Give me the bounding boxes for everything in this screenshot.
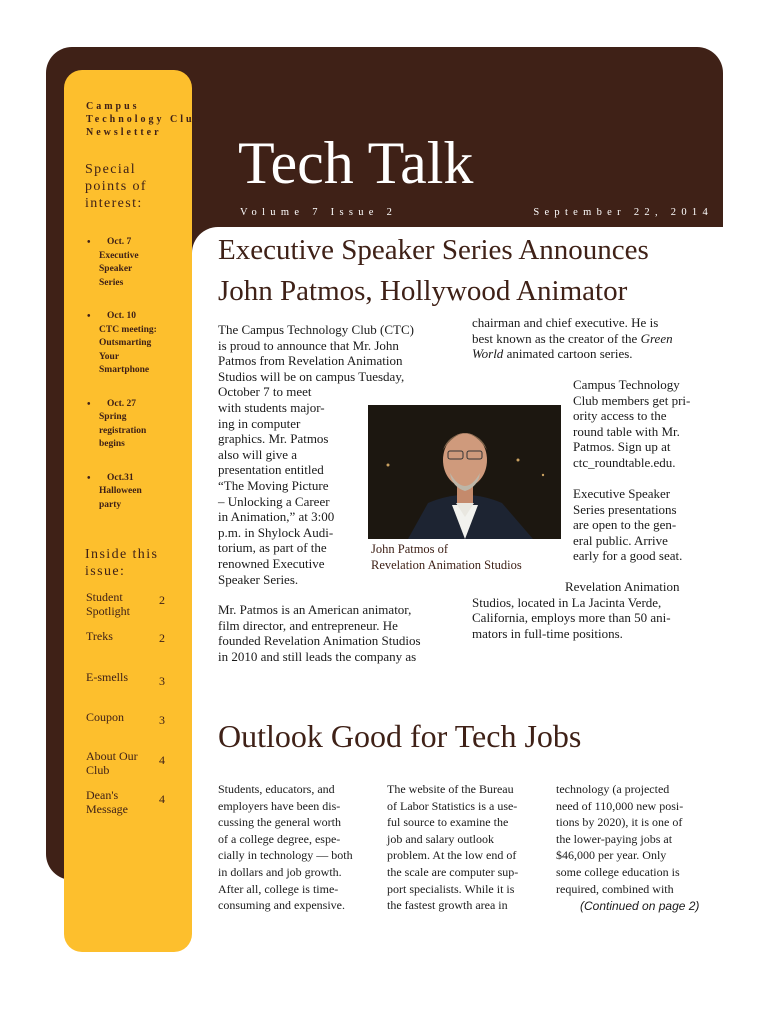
text-line — [472, 331, 722, 347]
toc-page-number: 3 — [159, 713, 165, 727]
toc-entry[interactable] — [86, 629, 176, 643]
text-line: required, combined with — [556, 881, 674, 896]
toc-entry[interactable] — [86, 749, 176, 777]
toc-label: Message — [86, 802, 128, 816]
article2-column — [387, 781, 545, 914]
issue-volume: Volume 7 Issue 2 — [240, 207, 398, 218]
text-span: animated cartoon series. — [503, 346, 633, 362]
toc-label: Dean's — [86, 788, 119, 802]
text-line: employers have been dis- — [218, 798, 341, 813]
text-line: eral public. Arrive — [573, 532, 668, 548]
photo-caption — [371, 541, 561, 573]
article2-column — [218, 781, 376, 914]
event-text: Your — [99, 351, 120, 362]
text-line: Club members get pri- — [573, 392, 691, 408]
heading-line: points of — [85, 179, 147, 194]
event-text: begins — [99, 439, 125, 449]
event-text: CTC meeting: — [99, 324, 157, 335]
text-line: round table with Mr. — [573, 423, 680, 439]
text-line: chairman and chief executive. He is — [472, 315, 659, 330]
text-line: torium, as part of the — [218, 540, 327, 556]
text-line: founded Revelation Animation Studios — [218, 633, 421, 649]
text-line: port specialists. While it is — [387, 881, 515, 896]
event-date: • Oct.31 — [107, 472, 134, 483]
text-line: “The Moving Picture — [218, 477, 329, 493]
text-line: film director, and entrepreneur. He — [218, 617, 398, 633]
continued-link[interactable]: (Continued on page 2) — [580, 899, 700, 913]
text-line: Campus Technology — [573, 377, 680, 392]
newsletter-name-line: Technology Club — [86, 114, 204, 125]
toc-page-number: 3 — [159, 674, 165, 688]
toc-label: Student — [86, 590, 123, 604]
caption-line: Revelation Animation Studios — [371, 558, 522, 572]
event-text: Series — [99, 277, 124, 288]
event-text: Smartphone — [99, 365, 150, 375]
text-line: renowned Executive — [218, 555, 325, 571]
italic-title: Green — [640, 330, 673, 346]
text-line: The website of the Bureau — [387, 782, 514, 796]
text-line: is proud to announce that Mr. John — [218, 337, 399, 353]
newsletter-name-line: Campus — [86, 101, 140, 112]
text-line: Speaker Series. — [218, 571, 299, 587]
toc-page-number: 2 — [159, 593, 165, 607]
events-list — [82, 236, 186, 512]
event-date: • Oct. 10 — [107, 311, 137, 321]
text-line: of Labor Statistics is a use- — [387, 798, 518, 813]
event-item — [82, 310, 186, 378]
article-column — [573, 486, 723, 564]
event-text: Executive — [99, 250, 139, 261]
text-line: After all, college is time- — [218, 881, 339, 896]
text-line: with students major- — [218, 399, 325, 415]
text-line: in 2010 and still leads the company as — [218, 648, 417, 664]
text-line: of a college degree, espe- — [218, 831, 341, 846]
text-line: Executive Speaker — [573, 486, 671, 501]
event-item — [82, 236, 186, 290]
text-line: presentation entitled — [218, 462, 324, 478]
toc-label: About Our — [86, 749, 138, 763]
event-text: party — [99, 499, 122, 510]
heading-line: Special — [85, 162, 137, 177]
text-line: tions by 2020), it is one of — [556, 815, 683, 830]
text-span: best known as the creator of the — [472, 330, 641, 346]
text-line: October 7 to meet — [218, 384, 312, 400]
event-date: • Oct. 27 — [107, 398, 137, 409]
text-line: mators in full-time positions. — [472, 625, 623, 641]
italic-title: World — [472, 346, 504, 362]
text-line: The Campus Technology Club (CTC) — [218, 322, 414, 337]
text-line: ctc_roundtable.edu. — [573, 454, 676, 470]
headline-line: John Patmos, Hollywood Animator — [218, 275, 628, 307]
text-line: cussing the general worth — [218, 815, 341, 830]
text-line: Students, educators, and — [218, 782, 335, 796]
article-column — [218, 602, 468, 664]
heading-line: interest: — [85, 196, 143, 211]
headline-line: Executive Speaker Series Announces — [218, 234, 649, 266]
text-line — [472, 346, 722, 362]
text-line: ful source to examine the — [387, 815, 509, 830]
toc-label: Spotlight — [86, 604, 131, 618]
text-line: the fastest growth area in — [387, 898, 508, 913]
text-line: Revelation Animation — [565, 579, 680, 594]
newsletter-name-line: Newsletter — [86, 127, 162, 138]
text-line: are open to the gen- — [573, 517, 677, 533]
text-line: Patmos. Sign up at — [573, 439, 671, 455]
text-line: Mr. Patmos is an American animator, — [218, 602, 412, 617]
article2-headline: Outlook Good for Tech Jobs — [218, 718, 582, 754]
text-line: Studios, located in La Jacinta Verde, — [472, 594, 662, 610]
toc-entry[interactable] — [86, 788, 176, 816]
toc-label: Treks — [86, 629, 113, 643]
toc-label: E-smells — [86, 670, 128, 684]
text-line: job and salary outlook — [387, 831, 494, 846]
text-line: Patmos from Revelation Animation — [218, 353, 403, 369]
toc-label: Club — [86, 763, 110, 777]
text-line: the scale are computer sup- — [387, 864, 519, 879]
caption-line: John Patmos of — [371, 542, 449, 556]
text-line: – Unlocking a Career — [218, 493, 330, 509]
article-headline — [218, 230, 718, 312]
text-line: in dollars and job growth. — [218, 864, 342, 879]
text-line: in Animation,” at 3:00 — [218, 509, 335, 525]
text-line: technology (a projected — [556, 782, 670, 796]
article-column — [573, 377, 723, 471]
event-text: Spring — [99, 412, 127, 422]
text-line: California, employs more than 50 ani- — [472, 610, 671, 626]
newsletter-name — [86, 100, 203, 139]
portrait-illustration — [368, 405, 561, 539]
text-line: ing in computer — [218, 415, 301, 431]
newsletter-title: Tech Talk — [238, 130, 474, 196]
toc-entry[interactable] — [86, 670, 176, 688]
event-item — [82, 472, 186, 513]
inside-issue-heading — [85, 546, 158, 580]
toc-page-number: 2 — [159, 631, 165, 645]
text-line: early for a good seat. — [573, 548, 683, 564]
toc-page-number: 4 — [159, 792, 165, 806]
text-line: problem. At the low end of — [387, 848, 517, 863]
heading-line: issue: — [85, 564, 126, 579]
article-column — [472, 315, 722, 362]
toc-label: Coupon — [86, 710, 125, 724]
text-line: Series presentations — [573, 501, 677, 517]
text-line: p.m. in Shylock Audi- — [218, 524, 334, 540]
issue-date: September 22, 2014 — [533, 207, 713, 218]
text-line: Studios will be on campus Tuesday, — [218, 368, 405, 384]
toc-entry[interactable] — [86, 590, 176, 618]
text-line: cially in technology — both — [218, 848, 353, 863]
text-line: $46,000 per year. Only — [556, 848, 667, 863]
text-line: some college education is — [556, 864, 680, 879]
text-line: consuming and expensive. — [218, 898, 345, 913]
heading-line: Inside this — [85, 547, 159, 562]
speaker-photo — [368, 405, 561, 539]
article-column — [472, 579, 722, 641]
text-line: the lower-paying jobs at — [556, 831, 673, 846]
event-text: Halloween — [99, 486, 142, 496]
special-points-heading — [85, 161, 147, 212]
text-line: need of 110,000 new posi- — [556, 798, 684, 813]
event-text: Outsmarting — [99, 338, 152, 348]
event-date: • Oct. 7 — [107, 237, 132, 247]
article2-column — [556, 781, 716, 897]
text-line: also will give a — [218, 446, 298, 462]
toc-entry[interactable] — [86, 710, 176, 727]
text-line: ority access to the — [573, 408, 667, 424]
text-line: graphics. Mr. Patmos — [218, 431, 329, 447]
toc-page-number: 4 — [159, 753, 165, 767]
event-text: Speaker — [99, 264, 133, 274]
event-item — [82, 398, 186, 452]
event-text: registration — [99, 425, 147, 436]
